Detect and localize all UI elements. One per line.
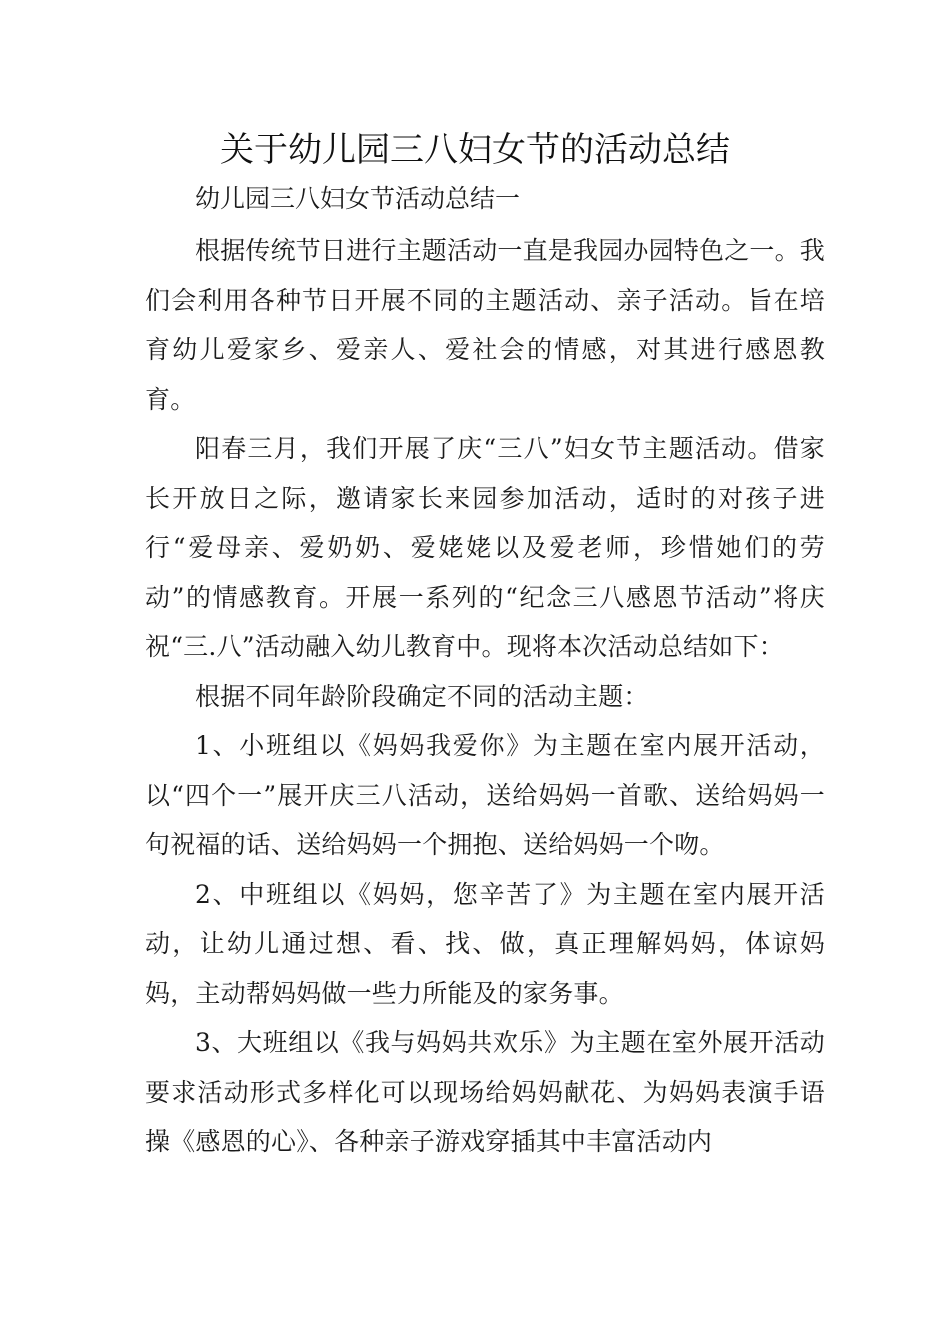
paragraph: 根据传统节日进行主题活动一直是我园办园特色之一。我们会利用各种节日开展不同的主题活动、亲子活动。旨在培育幼儿爱家乡、爱亲人、爱社会的情感，对其进行感恩教育。 [145,236,826,414]
paragraph: 阳春三月，我们开展了庆“三八”妇女节主题活动。借家长开放日之际，邀请家长来园参加活动，适时的对孩子进行“爱母亲、爱奶奶、爱姥姥以及爱老师，珍惜她们的劳动”的情感教育。开展一系列的“纪念三八感恩节活动”将庆祝“三.八”活动融入幼儿教育中。现将本次活动总结如下： [145,434,825,661]
paragraph: 1、小班组以《妈妈我爱你》为主题在室内展开活动，以“四个一”展开庆三八活动，送给妈妈一首歌、送给妈妈一句祝福的话、送给妈妈一个拥抱、送给妈妈一个吻。 [145,731,825,859]
document-title: 关于幼儿园三八妇女节的活动总结 [220,130,730,170]
paragraph: 根据不同年龄阶段确定不同的活动主题： [195,681,649,711]
paragraph: 2、中班组以《妈妈，您辛苦了》为主题在室内展开活动，让幼儿通过想、看、找、做，真正理解妈妈，体谅妈妈，主动帮妈妈做一些力所能及的家务事。 [145,879,825,1008]
document-body [145,226,825,1167]
paragraph: 3、大班组以《我与妈妈共欢乐》为主题在室外展开活动要求活动形式多样化可以现场给妈妈献花、为妈妈表演手语操《感恩的心》、各种亲子游戏穿插其中丰富活动内 [145,1028,825,1156]
document-subtitle: 幼儿园三八妇女节活动总结一 [195,184,521,213]
